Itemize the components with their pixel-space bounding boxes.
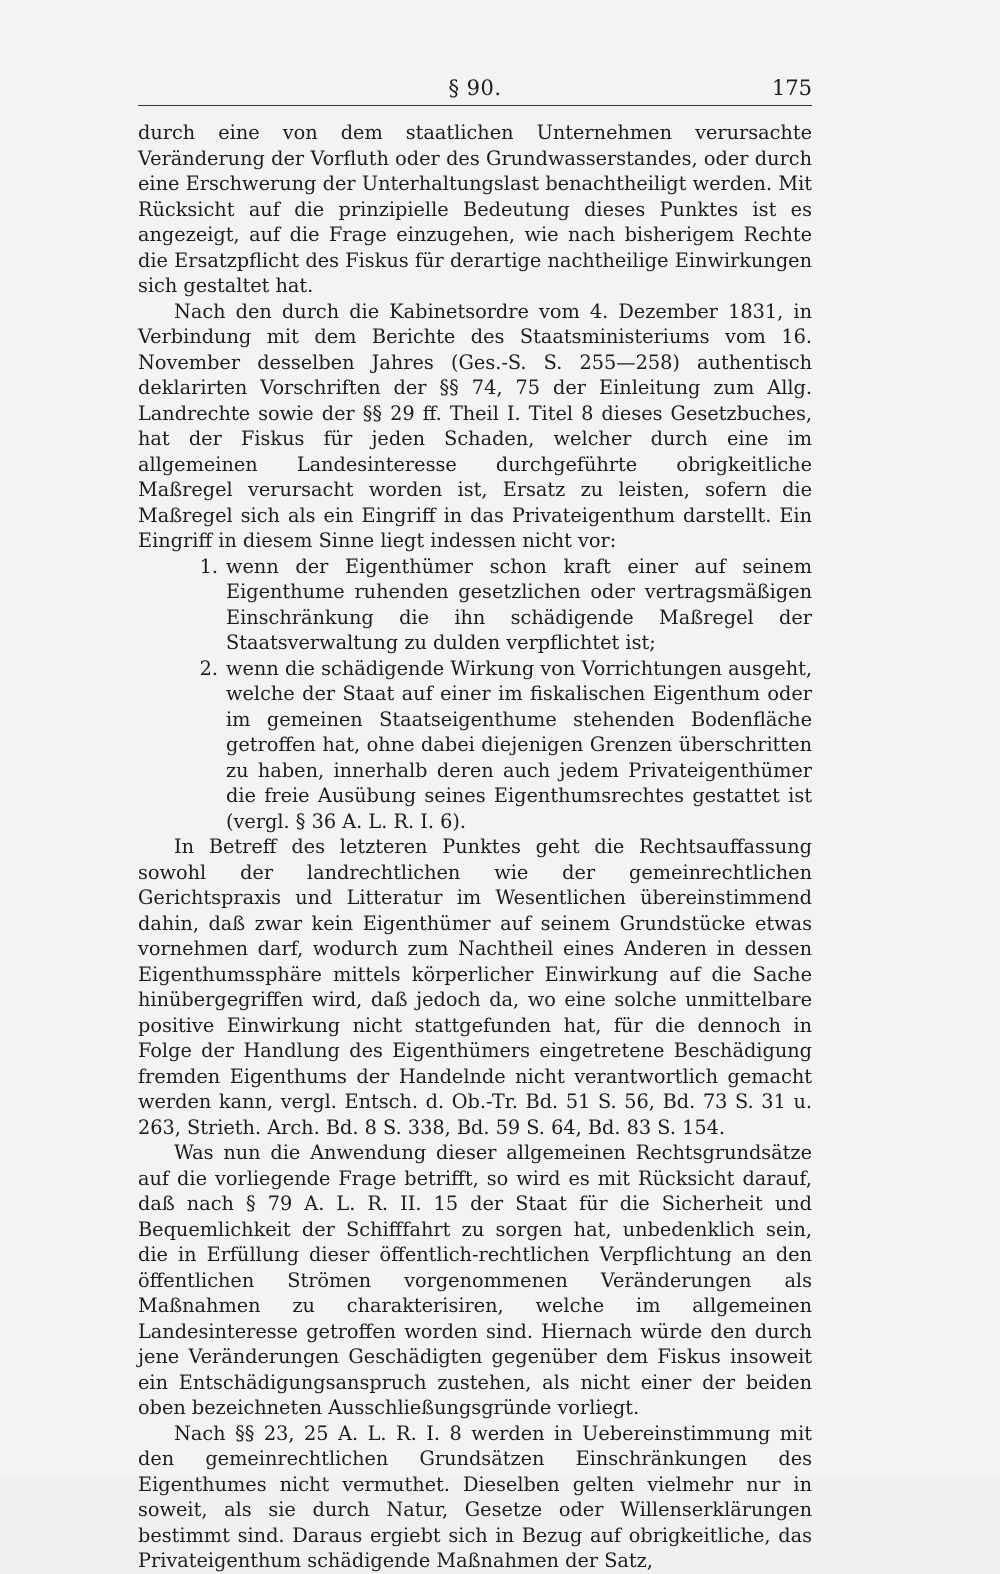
numbered-list <box>138 554 812 835</box>
list-item-text: wenn die schädigende Wirkung von Vorrichtungen ausgeht, welche der Staat auf einer im fiskalischen Eigenthum oder im gemeinen Staatseigenthume stehenden Bodenfläche getroffen hat, ohne dabei diejenigen Grenzen überschritten zu haben, innerhalb deren auch jedem Privateigenthümer die freie Ausübung seines Eigenthumsrechtes gestattet ist (vergl. § 36 A. L. R. I. 6). <box>226 656 812 833</box>
running-header <box>138 72 812 108</box>
section-number: § 90. <box>448 76 502 100</box>
paragraph: durch eine von dem staatlichen Unternehmen verursachte Veränderung der Vorfluth oder des Grundwasserstandes, oder durch eine Erschwerung der Unterhaltungslast benachtheiligt werden. Mit Rücksicht auf die prinzipielle Bedeutung dieses Punktes ist es angezeigt, auf die Frage einzugehen, wie nach bisherigem Rechte die Ersatzpflicht des Fiskus für derartige nachtheilige Einwirkungen sich gestaltet hat. <box>138 121 812 297</box>
body-text <box>138 120 812 1574</box>
page-number: 175 <box>771 76 812 100</box>
list-item-text: wenn der Eigenthümer schon kraft einer auf seinem Eigenthume ruhenden gesetzlichen oder vertragsmäßigen Einschränkung die ihn schädigende Maßregel der Staatsverwaltung zu dulden verpflichtet ist; <box>226 554 812 654</box>
paragraph: In Betreff des letzteren Punktes geht die Rechtsauffassung sowohl der landrechtlichen wie der gemeinrechtlichen Gerichtspraxis und Litteratur im Wesentlichen übereinstimmend dahin, daß zwar kein Eigenthümer auf seinem Grundstücke etwas vornehmen darf, wodurch zum Nachtheil eines Anderen in dessen Eigenthumssphäre mittels körperlicher Einwirkung auf die Sache hinübergegriffen wird, daß jedoch da, wo eine solche unmittelbare positive Einwirkung nicht stattgefunden hat, für die dennoch in Folge der Handlung des Eigenthümers eingetretene Beschädigung fremden Eigenthums der Handelnde nicht verantwortlich gemacht werden kann, vergl. Entsch. d. Ob.-Tr. Bd. 51 S. 56, Bd. 73 S. 31 u. 263, Strieth. Arch. Bd. 8 S. 338, Bd. 59 S. 64, Bd. 83 S. 154. <box>138 835 812 1139</box>
header-rule <box>138 105 812 106</box>
list-item <box>138 656 812 835</box>
list-item <box>138 554 812 656</box>
paragraph: Nach den durch die Kabinetsordre vom 4. Dezember 1831, in Verbindung mit dem Berichte des Staatsministeriums vom 16. November desselben Jahres (Ges.-S. S. 255—258) authentisch deklarirten Vorschriften der §§ 74, 75 der Einleitung zum Allg. Landrechte sowie der §§ 29 ff. Theil I. Titel 8 dieses Gesetzbuches, hat der Fiskus für jeden Schaden, welcher durch eine im allgemeinen Landesinteresse durchgeführte obrigkeitliche Maßregel verursacht worden ist, Ersatz zu leisten, sofern die Maßregel sich als ein Eingriff in das Privateigenthum darstellt. Ein Eingriff in diesem Sinne liegt indessen nicht vor: <box>138 299 812 552</box>
paragraph: Nach §§ 23, 25 A. L. R. I. 8 werden in Uebereinstimmung mit den gemeinrechtlichen Grundsätzen Einschränkungen des Eigenthumes nicht vermuthet. Dieselben gelten vielmehr nur in soweit, als sie durch Natur, Gesetze oder Willenserklärungen bestimmt sind. Daraus ergiebt sich in Bezug auf obrigkeitliche, das Privateigenthum schädigende Maßnahmen der Satz, <box>138 1421 812 1572</box>
list-item-number: 1. <box>199 554 218 578</box>
paragraph: Was nun die Anwendung dieser allgemeinen Rechtsgrundsätze auf die vorliegende Frage betrifft, so wird es mit Rücksicht darauf, daß nach § 79 A. L. R. II. 15 der Staat für die Sicherheit und Bequemlichkeit der Schifffahrt zu sorgen hat, unbedenklich sein, die in Erfüllung dieser öffentlich-rechtlichen Verpflichtung an den öffentlichen Strömen vorgenommenen Veränderungen als Maßnahmen zu charakterisiren, welche im allgemeinen Landesinteresse getroffen worden sind. Hiernach würde den durch jene Veränderungen Geschädigten gegenüber dem Fiskus insoweit ein Entschädigungsanspruch zustehen, als nicht einer der beiden oben bezeichneten Ausschließungsgründe vorliegt. <box>138 1141 812 1419</box>
list-item-number: 2. <box>199 656 218 680</box>
